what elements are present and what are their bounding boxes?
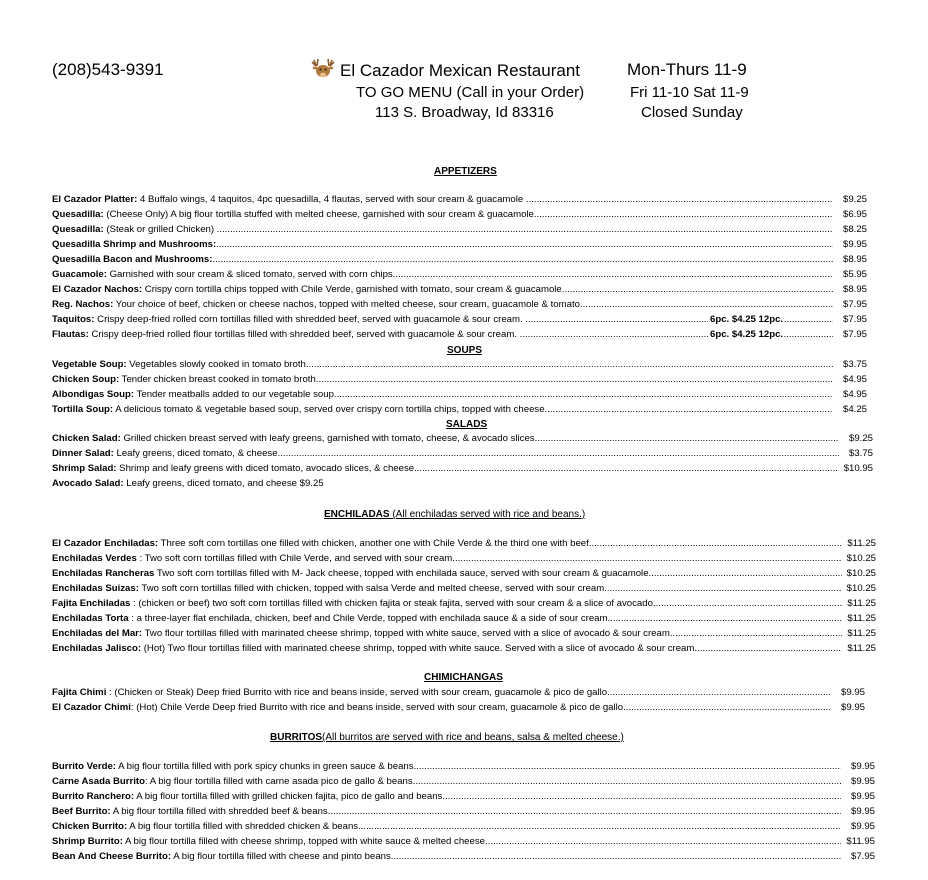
item-text <box>52 791 442 802</box>
item-text <box>52 433 535 444</box>
dot-leader <box>52 192 833 207</box>
item-desc: (Cheese Only) A big flour tortilla stuffed with melted cheese, garnished with sour cream & guacamole <box>103 209 534 220</box>
item-price: $11.25 <box>847 613 876 624</box>
item-price: $5.95 <box>842 269 867 280</box>
item-text <box>52 761 414 772</box>
item-price: $8.95 <box>842 254 867 265</box>
item-price: $4.25 <box>842 404 867 415</box>
item-desc: Leafy greens, diced tomato, and cheese $9.25 <box>123 478 324 489</box>
item-desc: Tender chicken breast cooked in tomato broth <box>119 374 316 385</box>
item-text <box>52 463 414 474</box>
dot-leader <box>52 789 841 804</box>
item-name: Vegetable Soup: <box>52 359 127 370</box>
dot-leader <box>52 267 833 282</box>
item-desc: Your choice of beef, chicken or cheese nachos, topped with melted cheese, sour cream, guacamole & tomato <box>113 299 580 310</box>
menu-item <box>52 327 867 342</box>
item-text <box>52 404 545 415</box>
item-price: $9.25 <box>842 194 867 205</box>
item-desc: (Steak or grilled Chicken) <box>103 224 217 235</box>
item-price: $9.95 <box>850 776 875 787</box>
dot-leader <box>52 611 842 626</box>
item-text <box>52 568 649 579</box>
item-text <box>52 389 334 400</box>
item-price: $11.25 <box>847 538 876 549</box>
item-desc: Vegetables slowly cooked in tomato broth <box>126 359 306 370</box>
item-text <box>52 314 525 325</box>
dot-leader <box>52 804 841 819</box>
soups-list <box>52 357 867 417</box>
item-desc: : (Chicken or Steak) Deep fried Burrito with rice and beans inside, served with sour cream, guacamole & pico de gallo <box>106 687 608 698</box>
item-price: $10.95 <box>843 463 873 474</box>
item-price: $11.25 <box>847 628 876 639</box>
section-title-enchiladas <box>324 508 585 521</box>
dot-leader <box>52 596 842 611</box>
item-text <box>52 613 608 624</box>
menu-item <box>52 849 875 864</box>
enchiladas-title: ENCHILADAS <box>324 509 390 520</box>
menu-item <box>52 446 873 461</box>
item-name: Burrito Ranchero: <box>52 791 135 802</box>
appetizers-list <box>52 192 867 342</box>
dot-leader <box>52 759 841 774</box>
menu-item <box>52 402 867 417</box>
item-name: Beef Burrito: <box>52 806 111 817</box>
enchiladas-note: (All enchiladas served with rice and beans.) <box>389 509 586 520</box>
item-text <box>52 776 413 787</box>
item-name: Burrito Verde: <box>52 761 116 772</box>
menu-item <box>52 252 867 267</box>
section-title-soups: SOUPS <box>447 345 483 356</box>
dot-leader <box>52 237 833 252</box>
item-desc: 4 Buffalo wings, 4 taquitos, 4pc quesadilla, 4 flautas, served with sour cream & guacamole <box>137 194 526 205</box>
item-name: Enchiladas del Mar: <box>52 628 143 639</box>
item-text <box>52 254 212 265</box>
item-desc: Garnished with sour cream & sliced tomato, served with corn chips <box>106 269 393 280</box>
dot-leader <box>52 431 839 446</box>
menu-item <box>52 237 867 252</box>
item-desc: A delicious tomato & vegetable based soup, served over crispy corn tortilla chips, topped with cheese <box>113 404 545 415</box>
dot-leader <box>52 626 842 641</box>
section-title-burritos <box>270 731 624 744</box>
item-desc: : (Hot) Chile Verde Deep fried Burrito with rice and beans inside, served with sour cream, guacamole & pico de gallo <box>130 702 624 713</box>
item-text <box>52 374 316 385</box>
item-name: Quesadilla: <box>52 209 104 220</box>
hours-closed: Closed Sunday <box>641 104 743 121</box>
item-desc: A big flour tortilla filled with grilled chicken fajita, pico de gallo and beans <box>134 791 443 802</box>
item-desc: Leafy greens, diced tomato, & cheese <box>113 448 278 459</box>
dot-leader <box>52 222 833 237</box>
menu-item <box>52 626 876 641</box>
dot-leader <box>52 581 842 596</box>
item-name: El Cazador Platter: <box>52 194 138 205</box>
item-desc: : A big flour tortilla filled with carne asada pico de gallo & beans <box>144 776 413 787</box>
item-price: $8.25 <box>842 224 867 235</box>
menu-item <box>52 372 867 387</box>
menu-item <box>52 641 876 656</box>
menu-item <box>52 312 867 327</box>
item-text <box>52 628 670 639</box>
item-name: Fajita Enchiladas <box>52 598 131 609</box>
menu-item <box>52 536 876 551</box>
enchiladas-list <box>52 536 876 656</box>
item-text <box>52 194 526 205</box>
item-price: $9.95 <box>840 702 865 713</box>
item-size-prices: 6pc. $4.25 12pc. <box>710 329 784 340</box>
menu-item <box>52 222 867 237</box>
item-text <box>52 239 216 250</box>
item-name: El Cazador Enchiladas: <box>52 538 159 549</box>
item-text <box>52 329 520 340</box>
item-name: Quesadilla Shrimp and Mushrooms: <box>52 239 217 250</box>
item-text <box>52 598 653 609</box>
item-desc: Shrimp and leafy greens with diced tomato, avocado slices, & cheese <box>116 463 415 474</box>
item-name: Taquitos: <box>52 314 95 325</box>
section-title-appetizers: APPETIZERS <box>434 166 497 177</box>
item-price: $4.95 <box>842 389 867 400</box>
item-price: $9.95 <box>842 239 867 250</box>
dot-leader <box>52 774 841 789</box>
item-desc: Crispy deep-fried rolled flour tortillas filled with shredded beef, served with guacamole & sour cream. <box>88 329 520 340</box>
item-price: $6.95 <box>842 209 867 220</box>
menu-item <box>52 551 876 566</box>
item-text <box>52 448 278 459</box>
menu-item <box>52 685 865 700</box>
menu-item <box>52 297 867 312</box>
dot-leader <box>52 641 842 656</box>
dot-leader <box>52 849 841 864</box>
item-name: Shrimp Burrito: <box>52 836 123 847</box>
menu-item <box>52 267 867 282</box>
item-text <box>52 806 328 817</box>
item-price: $10.25 <box>846 583 876 594</box>
menu-item <box>52 819 875 834</box>
dot-leader <box>52 685 831 700</box>
item-name: Enchiladas Verdes <box>52 553 137 564</box>
item-name: Chicken Burrito: <box>52 821 128 832</box>
item-name: Reg. Nachos: <box>52 299 114 310</box>
menu-item <box>52 461 873 476</box>
menu-item <box>52 566 876 581</box>
dot-leader <box>52 372 833 387</box>
dot-leader <box>52 551 842 566</box>
item-text <box>52 224 217 235</box>
item-name: Enchiladas Suizas: <box>52 583 139 594</box>
item-price: $7.95 <box>842 299 867 310</box>
item-text <box>52 269 393 280</box>
item-desc: Crispy corn tortilla chips topped with Chile Verde, garnished with tomato, sour cream & guacamole <box>142 284 562 295</box>
dot-leader <box>52 834 841 849</box>
address: 113 S. Broadway, Id 83316 <box>375 104 554 121</box>
item-name: Enchiladas Torta <box>52 613 129 624</box>
item-text <box>52 643 694 654</box>
dot-leader <box>52 387 833 402</box>
item-name: Chicken Soup: <box>52 374 120 385</box>
menu-item <box>52 804 875 819</box>
item-name: Dinner Salad: <box>52 448 114 459</box>
item-name: Chicken Salad: <box>52 433 121 444</box>
item-price: $9.95 <box>850 791 875 802</box>
menu-item <box>52 789 875 804</box>
item-price: $7.95 <box>842 329 867 340</box>
dot-leader <box>52 819 841 834</box>
item-desc: A big flour tortilla filled with pork spicy chunks in green sauce & beans <box>115 761 414 772</box>
item-desc: Crispy deep-fried rolled corn tortillas filled with shredded beef, served with guacamole & sour cream. <box>94 314 526 325</box>
item-name: Shrimp Salad: <box>52 463 117 474</box>
menu-item <box>52 774 875 789</box>
item-price: $11.95 <box>846 836 875 847</box>
to-go-line: TO GO MENU (Call in your Order) <box>356 84 585 101</box>
item-price: $10.25 <box>846 553 876 564</box>
item-text <box>52 851 391 862</box>
item-name: Fajita Chimi <box>52 687 107 698</box>
item-desc: Three soft corn tortillas one filled with chicken, another one with Chile Verde & the third one with beef <box>158 538 589 549</box>
item-text <box>52 299 580 310</box>
item-text <box>52 209 534 220</box>
salads-list <box>52 431 873 476</box>
item-name: Carne Asada Burrito <box>52 776 145 787</box>
item-text <box>52 836 485 847</box>
item-name: Bean And Cheese Burrito: <box>52 851 172 862</box>
item-name: Flautas: <box>52 329 89 340</box>
item-text <box>52 553 452 564</box>
section-title-chimichangas: CHIMICHANGAS <box>424 672 503 683</box>
item-desc: (Hot) Two flour tortillas filled with marinated cheese shrimp, topped with white sauce. Served with a slice of avocado & sour cream <box>141 643 695 654</box>
dot-leader <box>52 297 833 312</box>
item-desc: Two flour tortillas filled with marinated cheese shrimp, topped with white sauce, served with a slice of avocado & sour cream <box>142 628 670 639</box>
item-price: $9.95 <box>850 761 875 772</box>
burritos-list <box>52 759 875 864</box>
item-price: $10.25 <box>846 568 876 579</box>
dot-leader <box>52 446 839 461</box>
menu-item <box>52 700 865 715</box>
item-text <box>52 583 604 594</box>
item-desc: A big flour tortilla filled with shredded beef & beans <box>110 806 328 817</box>
dot-leader <box>52 402 833 417</box>
item-name: Quesadilla: <box>52 224 104 235</box>
item-text <box>52 821 358 832</box>
item-text <box>52 359 306 370</box>
menu-item <box>52 207 867 222</box>
hours-weekend: Fri 11-10 Sat 11-9 <box>630 84 749 101</box>
dot-leader <box>52 566 842 581</box>
dot-leader <box>52 461 839 476</box>
burritos-note: (All burritos are served with rice and beans, salsa & melted cheese.) <box>322 732 624 743</box>
burritos-title: BURRITOS <box>270 732 323 743</box>
item-price: $8.95 <box>842 284 867 295</box>
item-desc: : a three-layer flat enchilada, chicken, beef and Chile Verde, topped with enchilada sauce & a side of sour cream <box>128 613 608 624</box>
menu-item <box>52 834 875 849</box>
item-name: El Cazador Chimi <box>52 702 131 713</box>
item-desc: Tender meatballs added to our vegetable soup <box>134 389 334 400</box>
item-text <box>52 538 589 549</box>
dot-leader <box>52 282 833 297</box>
item-desc: : (chicken or beef) two soft corn tortillas filled with chicken fajita or steak fajita, served with sour cream & a slice of avocado <box>130 598 653 609</box>
item-desc: Two soft corn tortillas filled with M- Jack cheese, topped with enchilada sauce, served with sour cream & guacamole <box>154 568 649 579</box>
menu-item <box>52 611 876 626</box>
item-price: $4.95 <box>842 374 867 385</box>
item-name: Guacamole: <box>52 269 107 280</box>
item-price: $9.95 <box>840 687 865 698</box>
item-price: $9.95 <box>850 821 875 832</box>
item-price: $9.95 <box>850 806 875 817</box>
dot-leader <box>52 207 833 222</box>
menu-item <box>52 759 875 774</box>
item-text <box>52 687 607 698</box>
hours-weekday: Mon-Thurs 11-9 <box>627 60 747 79</box>
menu-item <box>52 192 867 207</box>
avocado-salad <box>52 476 873 491</box>
item-size-prices: 6pc. $4.25 12pc. <box>710 314 784 325</box>
chimichangas-list <box>52 685 865 715</box>
section-title-salads: SALADS <box>446 419 488 430</box>
menu-item <box>52 357 867 372</box>
restaurant-name: El Cazador Mexican Restaurant <box>340 61 581 80</box>
item-price: $11.25 <box>847 598 876 609</box>
item-name: El Cazador Nachos: <box>52 284 143 295</box>
list-item <box>52 476 873 491</box>
menu-item <box>52 387 867 402</box>
menu-item <box>52 581 876 596</box>
item-desc: A big flour tortilla filled with cheese and pinto beans <box>171 851 391 862</box>
item-price: $7.95 <box>842 314 867 325</box>
item-desc: Two soft corn tortillas filled with chicken, topped with salsa Verde and melted cheese, served with sour cream <box>138 583 605 594</box>
item-price: $9.25 <box>848 433 873 444</box>
item-desc: A big flour tortilla filled with cheese shrimp, topped with white sauce & melted cheese <box>122 836 485 847</box>
item-name: Enchiladas Jalisco: <box>52 643 142 654</box>
item-text <box>52 702 623 713</box>
item-name: Tortilla Soup: <box>52 404 114 415</box>
deer-antlers-icon <box>306 58 340 80</box>
dot-leader <box>52 357 833 372</box>
dot-leader <box>52 700 831 715</box>
dot-leader <box>52 252 833 267</box>
item-price: $7.95 <box>850 851 875 862</box>
item-price: $3.75 <box>842 359 867 370</box>
phone-number: (208)543-9391 <box>52 60 164 79</box>
item-name: Avocado Salad: <box>52 478 124 489</box>
item-text <box>52 284 562 295</box>
restaurant-title <box>306 58 636 82</box>
item-name: Albondigas Soup: <box>52 389 135 400</box>
dot-leader <box>52 536 842 551</box>
menu-item <box>52 431 873 446</box>
item-price: $11.25 <box>847 643 876 654</box>
item-desc: A big flour tortilla filled with shredded chicken & beans <box>127 821 359 832</box>
item-desc: : Two soft corn tortillas filled with Chile Verde, and served with sour cream <box>136 553 453 564</box>
item-name: Quesadilla Bacon and Mushrooms: <box>52 254 213 265</box>
item-name: Enchiladas Rancheras <box>52 568 155 579</box>
item-price: $3.75 <box>848 448 873 459</box>
menu-item <box>52 282 867 297</box>
item-desc: Grilled chicken breast served with leafy greens, garnished with tomato, cheese, & avocado slices <box>120 433 535 444</box>
menu-item <box>52 596 876 611</box>
